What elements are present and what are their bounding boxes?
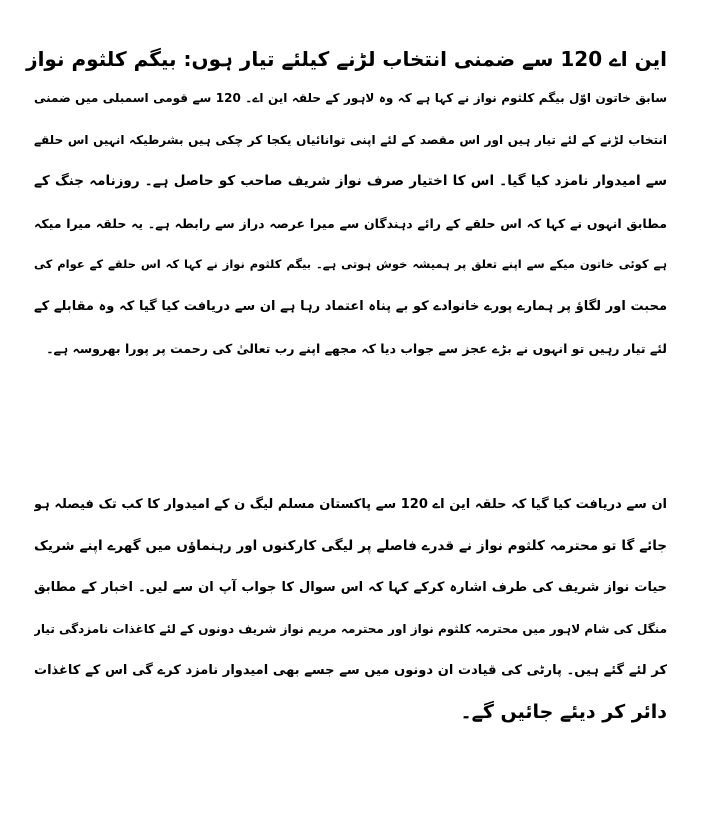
article-paragraph-2 [34, 484, 667, 734]
paragraph-line: ان سے دریافت کیا گیا کہ حلقہ این اے 120 سے پاکستان مسلم لیگ ن کے امیدوار کا کب تک فیصلہ ہو [34, 497, 667, 512]
paragraph-line: انتخاب لڑنے کے لئے تیار ہیں اور اس مقصد کے لئے اپنی توانائیاں یکجا کر چکی ہیں بشرطیکہ انہیں اس حلقے [34, 132, 667, 147]
article-headline: این اے 120 سے ضمنی انتخاب لڑنے کیلئے تیار ہوں: بیگم کلثوم نواز [26, 47, 667, 72]
paragraph-line: محبت اور لگاؤ پر ہمارے پورے خانوادے کو بے پناہ اعتماد رہا ہے ان سے دریافت کیا گیا کہ وہ مقابلے کے [34, 298, 667, 314]
paragraph-line: سے امیدوار نامزد کیا گیا۔ اس کا اختیار صرف نواز شریف صاحب کو حاصل ہے۔ روزنامہ جنگ کے [34, 173, 667, 190]
paragraph-line: مطابق انہوں نے کہا کہ اس حلقے کے رائے دہندگان سے میرا عرصہ دراز سے رابطہ ہے۔ یہ حلقہ میرا میکہ [34, 215, 667, 231]
paragraph-line: کر لئے گئے ہیں۔ پارٹی کی قیادت ان دونوں میں سے جسے بھی امیدوار نامزد کرے گی اس کے کاغذات [34, 663, 667, 679]
paragraph-line: لئے تیار رہیں تو انہوں نے بڑے عجز سے جواب دیا کہ مجھے اپنے رب تعالیٰ کی رحمت پر پورا بھروسہ ہے۔ [46, 340, 667, 356]
article-paragraph-1 [34, 78, 667, 369]
paragraph-line: سابق خاتون اوّل بیگم کلثوم نواز نے کہا ہے کہ وہ لاہور کے حلقہ این اے۔ 120 سے قومی اسمبلی میں ضمنی [34, 91, 667, 105]
paragraph-line: جائے گا تو محترمہ کلثوم نواز نے قدرے فاصلے پر لیگی کارکنوں اور رہنماؤں میں گھرے اپنے شریک [34, 537, 667, 554]
paragraph-line: ہے کوئی خاتون میکے سے اپنے تعلق پر ہمیشہ خوش ہوتی ہے۔ بیگم کلثوم نواز نے کہا کہ اس حلقے کے عوام کی [34, 257, 667, 272]
paragraph-line: حیات نواز شریف کی طرف اشارہ کرکے کہا کہ اس سوال کا جواب آپ ان سے لیں۔ اخبار کے مطابق [34, 580, 667, 596]
paragraph-line: منگل کی شام لاہور میں محترمہ کلثوم نواز اور محترمہ مریم نواز شریف دونوں کے لئے کاغذات نامزدگی تیار [34, 621, 667, 636]
paragraph-line: دائر کر دیئے جائیں گے۔ [460, 700, 667, 723]
